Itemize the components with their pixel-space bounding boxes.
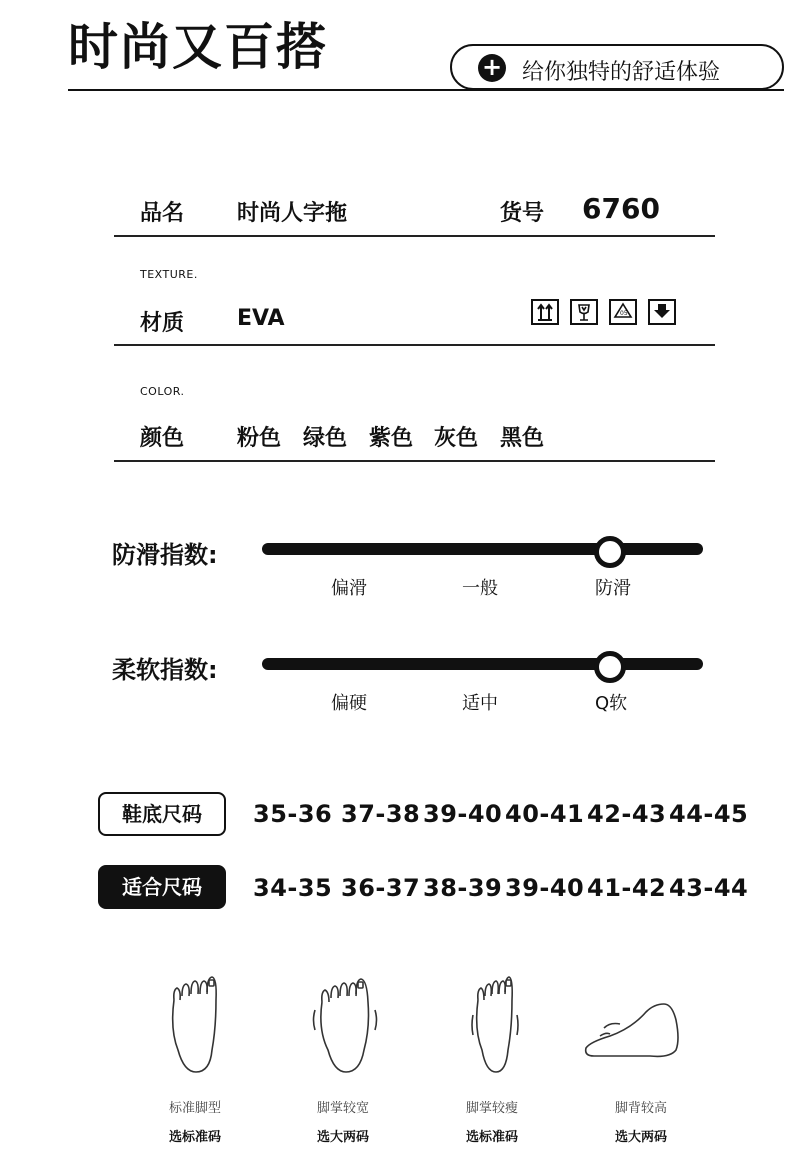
front-icon <box>648 299 676 325</box>
anti-slip-label: 防滑指数: <box>112 541 218 569</box>
narrow-foot-icon <box>460 970 530 1080</box>
anti-slip-tick: 防滑 <box>595 578 631 599</box>
plus-icon: + <box>478 54 506 82</box>
anti-slip-track <box>262 543 703 555</box>
anti-slip-knob <box>594 536 626 568</box>
fit-size: 38-39 <box>423 874 503 902</box>
tagline-text: 给你独特的舒适体验 <box>522 60 721 85</box>
foot-type-advice: 选大两码 <box>614 1130 667 1145</box>
softness-label: 柔软指数: <box>112 656 218 684</box>
foot-type-advice: 选标准码 <box>168 1130 221 1145</box>
sole-size: 44-45 <box>669 800 749 828</box>
texture-en-label: TEXTURE. <box>140 268 198 281</box>
foot-type-advice: 选标准码 <box>465 1130 518 1145</box>
name-label: 品名 <box>140 201 185 226</box>
item-no-label: 货号 <box>500 201 545 226</box>
row-divider <box>114 235 715 237</box>
texture-value: EVA <box>237 306 285 331</box>
foot-type-caption: 脚掌较宽 <box>316 1101 369 1116</box>
anti-slip-tick: 偏滑 <box>331 578 367 599</box>
sole-size-label: 鞋底尺码 <box>98 792 226 836</box>
color-option: 灰色 <box>434 426 479 451</box>
fit-size: 43-44 <box>669 874 749 902</box>
softness-tick: 偏硬 <box>331 693 367 714</box>
foot-type-advice: 选大两码 <box>316 1130 369 1145</box>
fit-size: 34-35 <box>253 874 333 902</box>
name-value: 时尚人字拖 <box>237 201 348 226</box>
texture-label: 材质 <box>140 311 185 336</box>
sole-size: 42-43 <box>587 800 667 828</box>
recycle-icon <box>609 299 637 325</box>
svg-text:05: 05 <box>620 310 628 317</box>
color-option: 黑色 <box>500 426 545 451</box>
row-divider <box>114 460 715 462</box>
softness-tick: 适中 <box>462 693 498 714</box>
color-label: 颜色 <box>140 426 185 451</box>
fit-size: 41-42 <box>587 874 667 902</box>
standard-foot-icon <box>160 970 230 1080</box>
wide-foot-icon <box>310 970 380 1080</box>
color-option: 绿色 <box>303 426 348 451</box>
sole-size: 37-38 <box>341 800 421 828</box>
row-divider <box>114 344 715 346</box>
anti-slip-tick: 一般 <box>462 578 498 599</box>
sole-size: 35-36 <box>253 800 333 828</box>
color-option: 紫色 <box>369 426 414 451</box>
sole-size: 40-41 <box>505 800 585 828</box>
color-option: 粉色 <box>237 426 282 451</box>
fit-size: 39-40 <box>505 874 585 902</box>
fragile-icon <box>570 299 598 325</box>
foot-type-caption: 脚掌较瘦 <box>465 1101 518 1116</box>
this-side-up-icon <box>531 299 559 325</box>
foot-type-caption: 脚背较高 <box>614 1101 667 1116</box>
softness-tick: Q软 <box>595 693 628 714</box>
fit-size: 36-37 <box>341 874 421 902</box>
page-title: 时尚又百搭 <box>68 18 328 76</box>
fit-size-label: 适合尺码 <box>98 865 226 909</box>
color-en-label: COLOR. <box>140 385 185 398</box>
foot-type-caption: 标准脚型 <box>168 1101 221 1116</box>
softness-track <box>262 658 703 670</box>
sole-size: 39-40 <box>423 800 503 828</box>
high-instep-foot-icon <box>580 990 690 1070</box>
softness-knob <box>594 651 626 683</box>
item-no-value: 6760 <box>582 192 660 225</box>
